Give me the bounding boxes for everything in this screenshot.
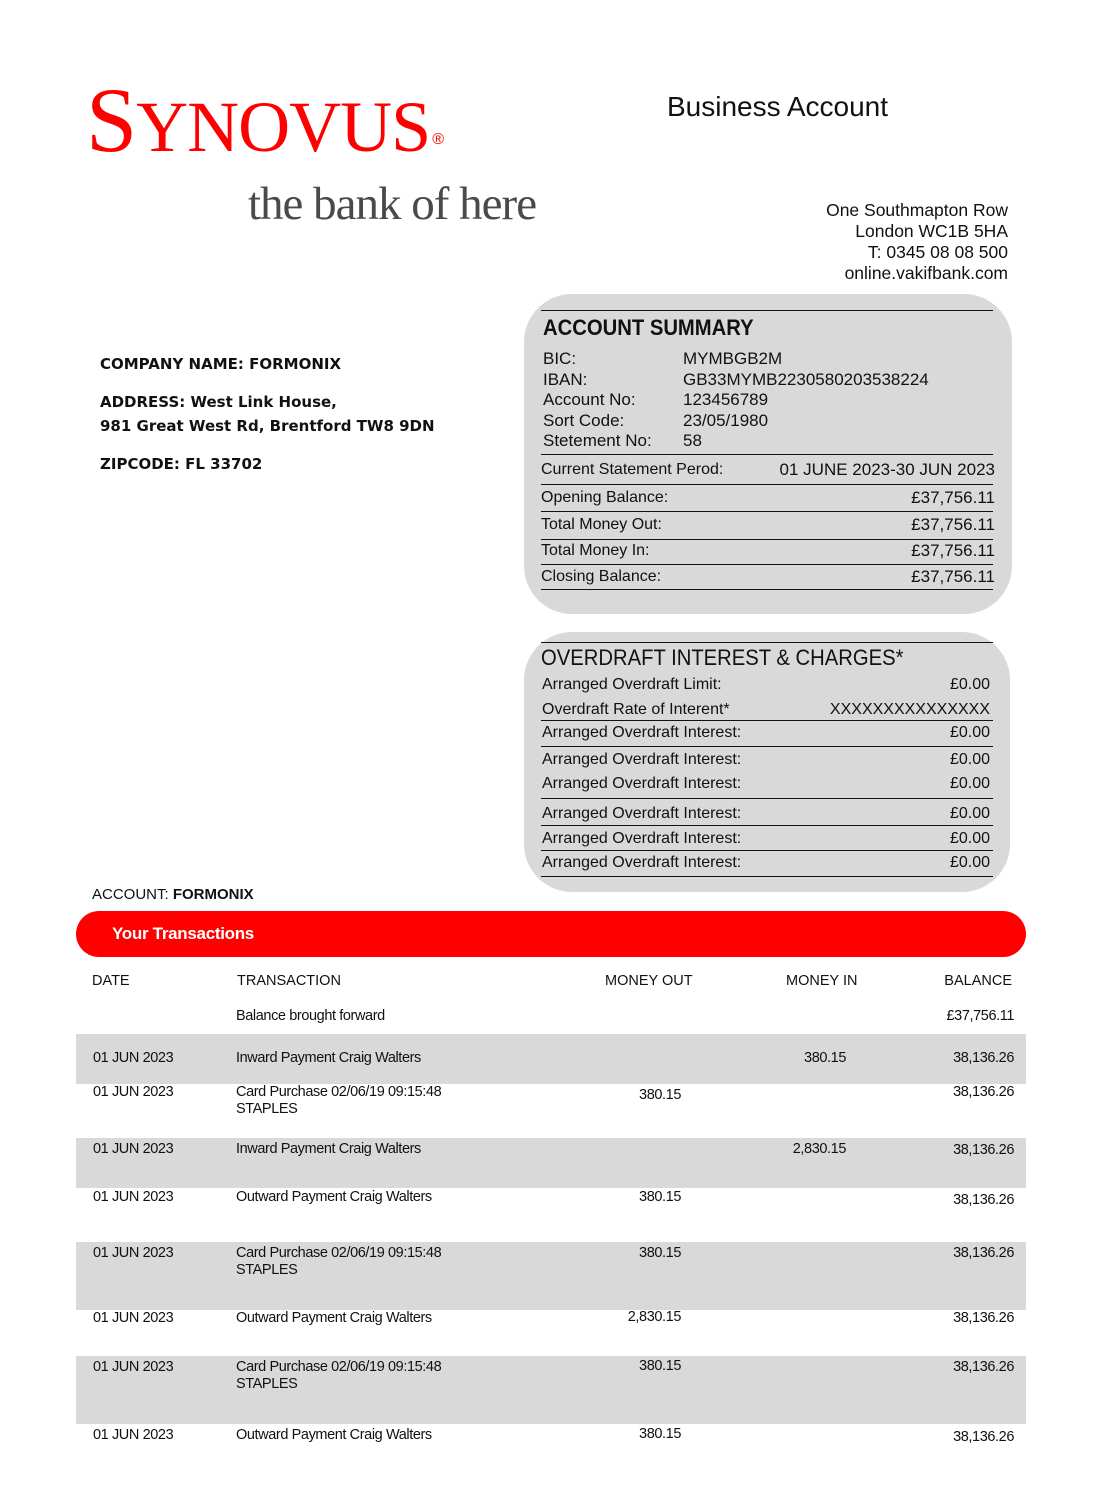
transaction-row	[76, 1188, 1026, 1242]
transactions-title: Your Transactions	[112, 924, 254, 943]
transaction-money-out: 380.15	[639, 1189, 681, 1205]
transaction-money-out: 380.15	[639, 1426, 681, 1442]
transaction-balance: 38,136.26	[953, 1084, 1014, 1100]
transaction-balance: 38,136.26	[953, 1359, 1014, 1375]
company-address-line1: ADDRESS: West Link House,	[100, 393, 337, 411]
company-zipcode: ZIPCODE: FL 33702	[100, 455, 263, 473]
transactions-header-bar	[76, 911, 1026, 957]
balance-value: £37,756.11	[911, 488, 995, 507]
divider	[541, 484, 993, 485]
detail-label: IBAN:	[543, 369, 588, 389]
divider	[541, 539, 993, 540]
detail-label: Account No:	[543, 390, 636, 409]
transaction-row	[76, 1138, 1026, 1188]
divider	[541, 564, 993, 565]
transaction-description: Balance brought forward	[236, 1008, 385, 1024]
overdraft-value: £0.00	[949, 854, 990, 871]
overdraft-label: Arranged Overdraft Limit:	[542, 676, 722, 693]
transaction-description: Card Purchase 02/06/19 09:15:48	[236, 1245, 442, 1261]
detail-label: Stetement No:	[543, 431, 652, 450]
overdraft-row	[542, 723, 990, 743]
account-line	[92, 885, 254, 905]
balance-label: Closing Balance:	[541, 568, 662, 585]
transaction-balance: 38,136.26	[953, 1192, 1014, 1208]
transaction-row	[76, 1356, 1026, 1424]
transaction-balance: 38,136.26	[953, 1245, 1014, 1261]
transaction-description: Card Purchase 02/06/19 09:15:48	[236, 1084, 442, 1100]
column-header-balance: BALANCE	[944, 973, 1012, 989]
transaction-date: 01 JUN 2023	[93, 1427, 174, 1443]
account-label: ACCOUNT:	[92, 886, 173, 903]
detail-row-bic	[543, 349, 929, 370]
balance-label: Total Money Out:	[541, 516, 662, 533]
overdraft-value: £0.00	[949, 751, 990, 768]
divider	[541, 876, 993, 877]
overdraft-row	[542, 700, 990, 720]
transaction-merchant: STAPLES	[236, 1262, 298, 1278]
transaction-merchant: STAPLES	[236, 1101, 298, 1117]
transaction-balance: 38,136.26	[953, 1142, 1014, 1158]
transaction-money-in: 380.15	[804, 1050, 846, 1066]
detail-value: 23/05/1980	[683, 410, 769, 430]
detail-value: 58	[683, 431, 702, 450]
transaction-date: 01 JUN 2023	[93, 1310, 174, 1326]
divider	[541, 642, 993, 643]
transaction-row	[76, 1424, 1026, 1464]
detail-row-iban	[543, 370, 929, 391]
transaction-row	[76, 1242, 1026, 1310]
overdraft-row	[542, 750, 990, 770]
company-address-line2: 981 Great West Rd, Brentford TW8 9DN	[100, 417, 435, 435]
account-summary-title: ACCOUNT SUMMARY	[543, 315, 754, 340]
overdraft-label: Arranged Overdraft Interest:	[542, 854, 742, 871]
registered-mark-icon: ®	[432, 131, 443, 148]
balance-row-money-in	[541, 541, 995, 561]
detail-value: MYMBGB2M	[683, 349, 783, 368]
overdraft-title: OVERDRAFT INTEREST & CHARGES*	[541, 645, 904, 670]
overdraft-value: £0.00	[949, 830, 990, 847]
divider	[541, 746, 993, 747]
detail-value: 123456789	[683, 390, 769, 409]
balance-row-closing	[541, 567, 995, 587]
bank-address	[826, 200, 1008, 284]
transaction-balance: 38,136.26	[953, 1310, 1014, 1326]
column-header-date: DATE	[92, 973, 130, 989]
divider	[541, 825, 993, 826]
transaction-date: 01 JUN 2023	[93, 1359, 174, 1375]
overdraft-value: £0.00	[949, 676, 990, 693]
detail-value: GB33MYMB2230580203538224	[683, 369, 929, 389]
transaction-description: Outward Payment Craig Walters	[236, 1427, 432, 1443]
overdraft-row	[542, 853, 990, 873]
overdraft-label: Overdraft Rate of Interent*	[542, 701, 730, 718]
overdraft-label: Arranged Overdraft Interest:	[542, 805, 742, 822]
column-header-money-out: MONEY OUT	[605, 973, 693, 989]
transaction-description: Card Purchase 02/06/19 09:15:48	[236, 1359, 442, 1375]
divider	[541, 511, 993, 512]
balance-value: £37,756.11	[911, 567, 995, 586]
overdraft-panel	[524, 632, 1010, 892]
transaction-balance: 38,136.26	[953, 1050, 1014, 1066]
transaction-date: 01 JUN 2023	[93, 1189, 174, 1205]
transaction-description: Outward Payment Craig Walters	[236, 1310, 432, 1326]
company-details	[100, 352, 435, 476]
bank-website: online.vakifbank.com	[844, 263, 1008, 283]
transaction-row	[76, 1000, 1026, 1034]
overdraft-value: XXXXXXXXXXXXXXX	[829, 701, 990, 718]
statement-period-label: Current Statement Perod:	[541, 461, 724, 478]
divider	[541, 720, 993, 721]
overdraft-value: £0.00	[949, 805, 990, 822]
transaction-date: 01 JUN 2023	[93, 1245, 174, 1261]
divider	[541, 798, 993, 799]
transaction-description: Inward Payment Craig Walters	[236, 1141, 421, 1157]
bank-logo	[86, 69, 443, 173]
transaction-money-out: 380.15	[639, 1245, 681, 1261]
balance-label: Total Money In:	[541, 542, 650, 559]
overdraft-label: Arranged Overdraft Interest:	[542, 751, 742, 768]
overdraft-row	[542, 829, 990, 849]
document-title: Business Account	[667, 91, 889, 122]
transaction-row	[76, 1034, 1026, 1084]
bank-address-line1: One Southmapton Row	[826, 200, 1008, 220]
detail-row-sort-code	[543, 411, 929, 432]
balance-value: £37,756.11	[911, 541, 995, 560]
transaction-money-out: 380.15	[639, 1087, 681, 1103]
overdraft-value: £0.00	[949, 775, 990, 792]
account-name: FORMONIX	[172, 886, 254, 903]
transaction-row	[76, 1084, 1026, 1138]
logo-initial: S	[86, 69, 137, 171]
bank-address-line2: London WC1B 5HA	[855, 221, 1008, 241]
detail-row-statement-no	[543, 431, 929, 452]
divider	[541, 310, 993, 311]
transaction-balance: £37,756.11	[946, 1008, 1014, 1024]
account-details	[543, 349, 929, 452]
bank-tagline: the bank of here	[248, 178, 537, 230]
overdraft-row	[542, 675, 990, 695]
bank-phone: T: 0345 08 08 500	[867, 242, 1008, 262]
detail-row-account-no	[543, 390, 929, 411]
logo-wordmark: YNOVUS	[136, 87, 431, 167]
divider	[541, 589, 993, 590]
transaction-money-out: 380.15	[639, 1358, 681, 1374]
column-header-money-in: MONEY IN	[786, 973, 858, 989]
divider	[541, 454, 993, 455]
statement-period-row	[541, 460, 995, 480]
detail-label: BIC:	[543, 349, 577, 368]
divider	[541, 850, 993, 851]
overdraft-label: Arranged Overdraft Interest:	[542, 724, 742, 741]
balance-row-money-out	[541, 515, 995, 535]
account-summary-panel	[524, 294, 1012, 614]
transaction-date: 01 JUN 2023	[93, 1141, 174, 1157]
balance-row-opening	[541, 488, 995, 508]
column-header-transaction: TRANSACTION	[237, 973, 341, 989]
overdraft-label: Arranged Overdraft Interest:	[542, 830, 742, 847]
company-name: COMPANY NAME: FORMONIX	[100, 355, 342, 373]
detail-label: Sort Code:	[543, 410, 625, 430]
transaction-description: Outward Payment Craig Walters	[236, 1189, 432, 1205]
statement-period-value: 01 JUNE 2023-30 JUN 2023	[779, 460, 995, 479]
transaction-date: 01 JUN 2023	[93, 1084, 174, 1100]
overdraft-value: £0.00	[949, 724, 990, 741]
overdraft-row	[542, 804, 990, 824]
transaction-money-in: 2,830.15	[792, 1141, 846, 1157]
balance-value: £37,756.11	[911, 515, 995, 534]
transaction-merchant: STAPLES	[236, 1376, 298, 1392]
transaction-description: Inward Payment Craig Walters	[236, 1050, 421, 1066]
transaction-money-out: 2,830.15	[627, 1309, 681, 1325]
balance-label: Opening Balance:	[541, 489, 669, 506]
transaction-date: 01 JUN 2023	[93, 1050, 174, 1066]
overdraft-row	[542, 774, 990, 794]
transaction-balance: 38,136.26	[953, 1429, 1014, 1445]
overdraft-label: Arranged Overdraft Interest:	[542, 775, 742, 792]
transaction-row	[76, 1310, 1026, 1356]
